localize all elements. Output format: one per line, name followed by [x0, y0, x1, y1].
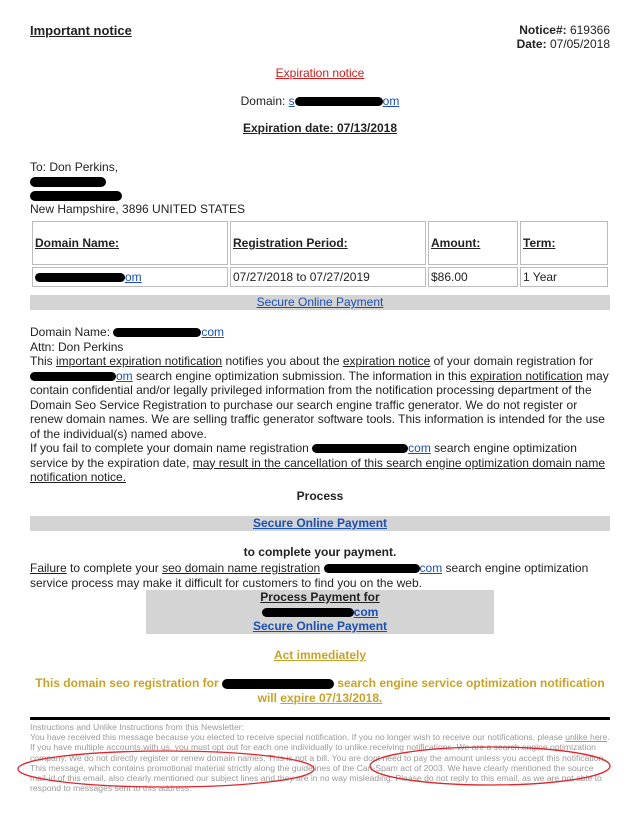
- domain-line: [30, 94, 610, 108]
- expiration-notice-inline-link[interactable]: expiration notice: [342, 354, 431, 368]
- notice-number-label: Notice#:: [519, 23, 567, 37]
- seo-registration-link[interactable]: seo domain name registration: [162, 561, 321, 575]
- notice-title: Important notice: [30, 23, 132, 38]
- secure-payment-link-2[interactable]: Secure Online Payment: [252, 516, 388, 530]
- col-domain-name: Domain Name:: [32, 221, 228, 265]
- failure-link[interactable]: Failure: [30, 561, 67, 575]
- redaction: [30, 174, 245, 188]
- date-value: 07/05/2018: [549, 37, 610, 51]
- table-header-row: [32, 221, 608, 265]
- address-block: [30, 160, 245, 216]
- cancellation-link[interactable]: may result in the cancellation of this search engine optimization domain name notification notice.: [30, 455, 605, 484]
- registration-expire-text: This domain seo registration for search engine service optimization notification will expire 07/13/2018.: [35, 676, 605, 705]
- cell-amount: $86.00: [428, 267, 518, 287]
- expire-link[interactable]: expire 07/13/2018.: [280, 691, 383, 705]
- notice-number: 619366: [569, 23, 610, 37]
- attn: Attn: Don Perkins: [30, 339, 124, 354]
- redaction: [35, 273, 125, 282]
- cell-period: 07/27/2018 to 07/27/2019: [230, 267, 426, 287]
- divider: [30, 717, 610, 720]
- expiration-notification-link[interactable]: expiration notification: [469, 368, 583, 383]
- process-payment-title: Process Payment for: [260, 590, 380, 604]
- address-region: New Hampshire, 3896 UNITED STATES: [30, 202, 245, 216]
- body-domain-link[interactable]: com: [113, 325, 224, 339]
- cell-term: 1 Year: [520, 267, 608, 287]
- col-amount: Amount:: [428, 221, 518, 265]
- process-secure-link[interactable]: Secure Online Payment: [252, 619, 388, 633]
- redaction: [295, 97, 383, 106]
- secure-payment-bar-2: [30, 516, 610, 531]
- act-immediately-link[interactable]: Act immediately: [273, 648, 367, 662]
- failure-domain-link[interactable]: com: [324, 561, 443, 575]
- registration-table: [30, 219, 610, 289]
- p2-domain-link[interactable]: com: [312, 441, 431, 455]
- secure-payment-link[interactable]: Secure Online Payment: [256, 295, 384, 309]
- expiration-date: Expiration date: 07/13/2018: [242, 121, 398, 135]
- process-title: Process: [296, 489, 344, 503]
- col-registration-period: Registration Period:: [230, 221, 426, 265]
- annotation-circle: [14, 744, 614, 790]
- process-payment-box: [146, 590, 494, 634]
- process-domain-link[interactable]: com: [262, 605, 379, 619]
- notice-body: [30, 325, 610, 485]
- domain-link[interactable]: s om: [288, 94, 400, 108]
- redaction: [30, 188, 245, 202]
- col-term: Term:: [520, 221, 608, 265]
- footer-disclaimer: Instructions and Unlike Instructions from this Newsletter: You have received this message because you elected to receive special notification. If you no longer wish to receive our notifications, please unlike here. If you have multiple accounts with us, you must opt out for each one individually to unlike receiving notifications. We are a search engine optimization company. We do not directly register or renew domain names. This is not a bill. You are dont need to pay the amount unless you accept this notification. This message, which contains promotional material strictly along the guidelines of the Can-Spam act of 2003. We have clearly mentioned the source mail-id of this email, also clearly mentioned our subject lines and they are in no way misleading. Please do not reply to this email, as we are not able to respond to messages sent to this address.: [30, 722, 610, 794]
- p1-domain-link[interactable]: om: [30, 369, 133, 383]
- date-label: Date:: [516, 37, 547, 51]
- domain-label: Domain:: [240, 94, 286, 108]
- expiration-notice-link[interactable]: Expiration notice: [275, 66, 365, 80]
- unlike-link[interactable]: unlike here: [565, 732, 608, 743]
- failure-paragraph: Failure to complete your seo domain name registration com search engine optimization service process may make it difficult for customers to find you on the web.: [30, 561, 589, 590]
- body-paragraph-1: This important expiration notification notifies you about the expiration notice of your domain registration for om search engine optimization submission. The information in this expiration notification may contain confidential and/or legally privileged information from the notification processing department of the Domain Seo Service Registration to purchase our search engine traffic generator. We do not register or renew domain names. We are selling traffic generator software tools. This information is intended for the use of the individual(s) named above.: [30, 354, 609, 441]
- notice-meta: [517, 23, 610, 51]
- secure-payment-bar: [30, 295, 610, 310]
- important-notification-link[interactable]: important expiration notification: [56, 354, 223, 368]
- complete-payment-text: to complete your payment.: [243, 545, 397, 559]
- body-paragraph-2: If you fail to complete your domain name registration com search engine optimization service by the expiration date, may result in the cancellation of this search engine optimization domain name notification notice.: [30, 441, 605, 484]
- address-to: To: Don Perkins,: [30, 160, 119, 174]
- body-domain-line: Domain Name: com: [30, 325, 225, 339]
- redaction: [222, 679, 334, 689]
- table-row: [32, 267, 608, 287]
- cell-domain[interactable]: om: [32, 267, 228, 287]
